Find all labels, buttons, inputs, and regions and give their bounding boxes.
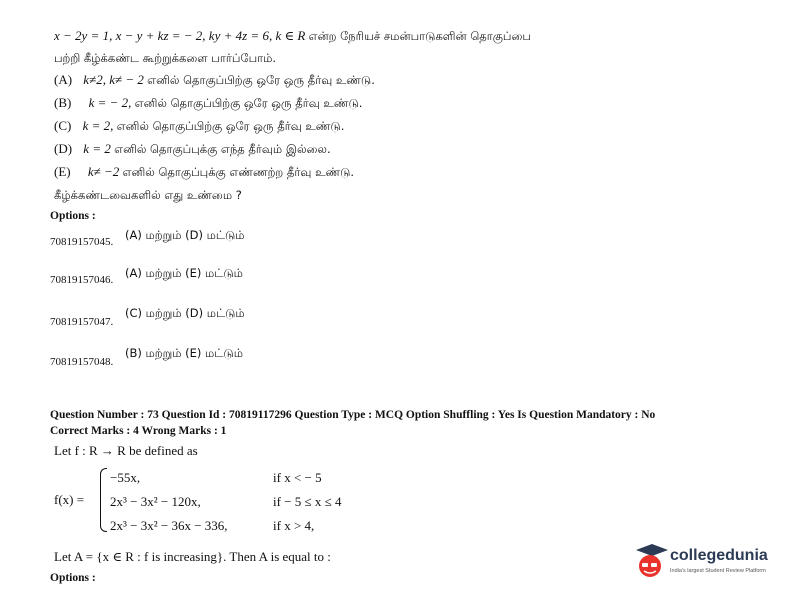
- case-3-cond: if x > 4,: [273, 518, 315, 533]
- equations-tamil-text: என்ற நேரியச் சமன்பாடுகளின் தொகுப்பை: [308, 29, 531, 43]
- piecewise-brace: [100, 468, 107, 532]
- case-1-expr: −55x,: [110, 470, 141, 485]
- option-text: (A) மற்றும் (D) மட்டும்: [125, 228, 245, 242]
- statement-b: (B) k = − 2, எனில் தொகுப்பிற்கு ஒரே ஒரு தீர்வு உண்டு.: [54, 95, 363, 110]
- equations-math: x − 2y = 1, x − y + kz = − 2, ky + 4z = 6, k ∈ R: [54, 28, 306, 43]
- option-id: 70819157046.: [50, 274, 114, 286]
- statement-d: (D) k = 2 எனில் தொகுப்புக்கு எந்த தீர்வும் இல்லை.: [54, 141, 331, 156]
- fx-label: f(x) =: [54, 492, 85, 507]
- options-label-2: Options :: [50, 572, 96, 584]
- system-equations-line: [54, 28, 531, 44]
- option-id: 70819157047.: [50, 316, 114, 328]
- option-text: (B) மற்றும் (E) மட்டும்: [125, 346, 243, 360]
- logo-tagline: India's largest Student Review Platform: [670, 568, 766, 574]
- option-text: (C) மற்றும் (D) மட்டும்: [125, 306, 245, 320]
- statement-a: (A) k≠2, k≠ − 2 எனில் தொகுப்பிற்கு ஒரே ஒரு தீர்வு உண்டு.: [54, 72, 375, 87]
- function-intro: Let f : R → R be defined as: [54, 443, 198, 458]
- option-id: 70819157045.: [50, 236, 114, 248]
- set-a-question: Let A = {x ∈ R : f is increasing}. Then A is equal to :: [54, 549, 331, 564]
- graduate-mascot-icon: [630, 540, 670, 584]
- statement-c: (C) k = 2, எனில் தொகுப்பிற்கு ஒரே ஒரு தீர்வு உண்டு.: [54, 118, 345, 133]
- case-3-expr: 2x³ − 3x² − 36x − 336,: [110, 518, 228, 533]
- question-meta-line-2: Correct Marks : 4 Wrong Marks : 1: [50, 425, 227, 437]
- question-text: கீழ்க்கண்டவைகளில் எது உண்மை ?: [54, 188, 242, 202]
- case-2-expr: 2x³ − 3x² − 120x,: [110, 494, 201, 509]
- case-2-cond: if − 5 ≤ x ≤ 4: [273, 494, 342, 509]
- logo-name: collegedunia: [670, 547, 768, 564]
- option-id: 70819157048.: [50, 356, 114, 368]
- case-1-cond: if x < − 5: [273, 470, 322, 485]
- option-text: (A) மற்றும் (E) மட்டும்: [125, 266, 243, 280]
- options-label: Options :: [50, 210, 96, 222]
- question-meta-line-1: Question Number : 73 Question Id : 70819117296 Question Type : MCQ Option Shuffling : Yes Is Question Mandatory : No: [50, 409, 656, 421]
- statement-e: (E) k≠ −2 எனில் தொகுப்புக்கு எண்ணற்ற தீர்வு உண்டு.: [54, 164, 355, 179]
- intro-line-2: பற்றி கீழ்க்கண்ட கூற்றுக்களை பார்ப்போம்.: [54, 51, 277, 65]
